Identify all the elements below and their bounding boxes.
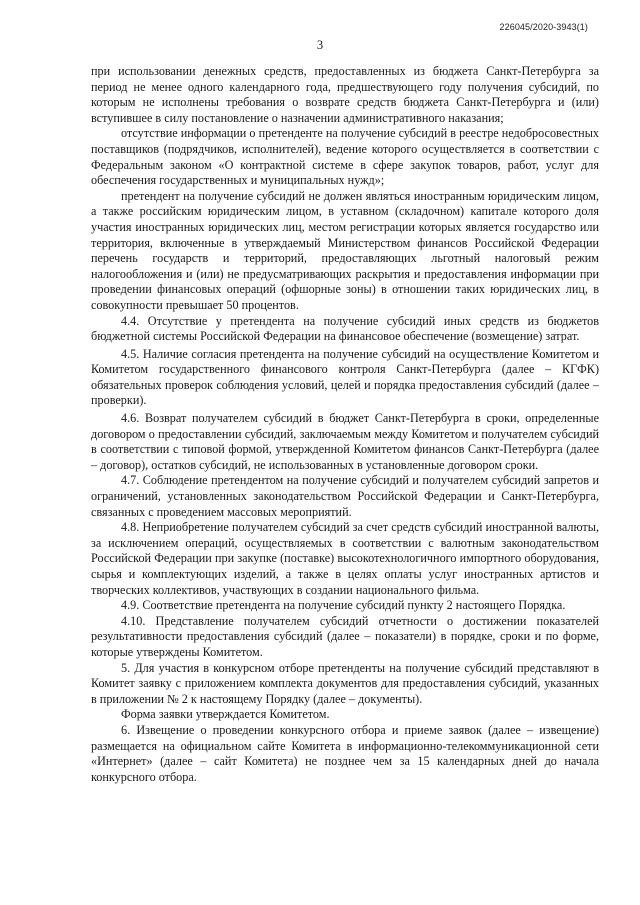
paragraph-4-8: 4.8. Неприобретение получателем субсидий за счет средств субсидий иностранной валюты, за исключением операций, осуществляемых в соответствии с валютным законодательством Российской Федерации при закупке (поставке) высокотехнологичного импортного оборудования, сырья и комплектующих изделий, а также в целях оплаты услуг иностранных артистов и творческих коллективов, участвующих в создании национального фильма.	[91, 520, 599, 597]
paragraph-4-10: 4.10. Представление получателем субсидий отчетности о достижении показателей результативности предоставления субсидий (далее – показатели) в порядке, сроки и по форме, которые утверждены Комитетом.	[91, 613, 599, 659]
paragraph-unreliable-suppliers: отсутствие информации о претенденте на получение субсидий в реестре недобросовестных поставщиков (подрядчиков, исполнителей), ведение которого осуществляется в соответствии с Федеральным законом «О контрактной системе в сфере закупок товаров, работ, услуг для обеспечения государственных и муниципальных нужд»;	[91, 126, 599, 188]
paragraph-4-4: 4.4. Отсутствие у претендента на получение субсидий иных средств из бюджетов бюджетной системы Российской Федерации на финансовое обеспечение (возмещение) затрат.	[91, 313, 599, 344]
paragraph-5: 5. Для участия в конкурсном отборе претенденты на получение субсидий представляют в Комитет заявку с приложением комплекта документов для предоставления субсидий, указанных в приложении № 2 к настоящему Порядку (далее – документы).	[91, 660, 599, 706]
document-id: 226045/2020-3943(1)	[499, 22, 588, 32]
paragraph-4-9: 4.9. Соответствие претендента на получение субсидий пункту 2 настоящего Порядка.	[121, 598, 566, 613]
paragraph-4-6: 4.6. Возврат получателем субсидий в бюджет Санкт-Петербурга в сроки, определенные договором о предоставлении субсидий, заключаемым между Комитетом и получателем субсидий в соответствии с типовой формой, утвержденной Комитетом финансов Санкт-Петербурга (далее – договор), остатков субсидий, не использованных в установленные договором сроки.	[91, 411, 599, 472]
paragraph-6: 6. Извещение о проведении конкурсного отбора и приеме заявок (далее – извещение) размещается на официальном сайте Комитета в информационно-телекоммуникационной сети «Интернет» (далее – сайт Комитета) не позднее чем за 15 календарных дней до начала конкурсного отбора.	[91, 722, 599, 784]
paragraph-4-5: 4.5. Наличие согласия претендента на получение субсидий на осуществление Комитетом и Комитетом государственного финансового контроля Санкт-Петербурга (далее – КГФК) обязательных проверок соблюдения условий, целей и порядка предоставления субсидий (далее – проверки).	[91, 346, 599, 408]
document-body	[91, 64, 599, 785]
paragraph-foreign-entity: претендент на получение субсидий не должен являться иностранным юридическим лицом, а также российским юридическим лицом, в уставном (складочном) капитале которого доля участия иностранных юридических лиц, местом регистрации которых является государство или территория, включенные в утверждаемый Министерством финансов Российской Федерации перечень государств и территорий, предоставляющих льготный налоговый режим налогообложения и (или) не предусматривающих раскрытия и предоставления информации при проведении финансовых операций (офшорные зоны) в отношении таких юридических лиц, в совокупности превышает 50 процентов.	[91, 188, 599, 312]
paragraph-4-7: 4.7. Соблюдение претендентом на получение субсидий и получателем субсидий запретов и ограничений, установленных законодательством Российской Федерации и Санкт-Петербурга, связанных с проведением массовых мероприятий.	[91, 473, 599, 519]
paragraph-application-form: Форма заявки утверждается Комитетом.	[121, 707, 330, 722]
paragraph-continuation: при использовании денежных средств, предоставленных из бюджета Санкт-Петербурга за период не менее одного календарного года, предшествующего году получения субсидий, по которым не исполнены требования о возврате средств бюджета Санкт-Петербурга и (или) вступившее в силу постановление о назначении административного наказания;	[91, 64, 599, 125]
page-number: 3	[316, 38, 324, 52]
